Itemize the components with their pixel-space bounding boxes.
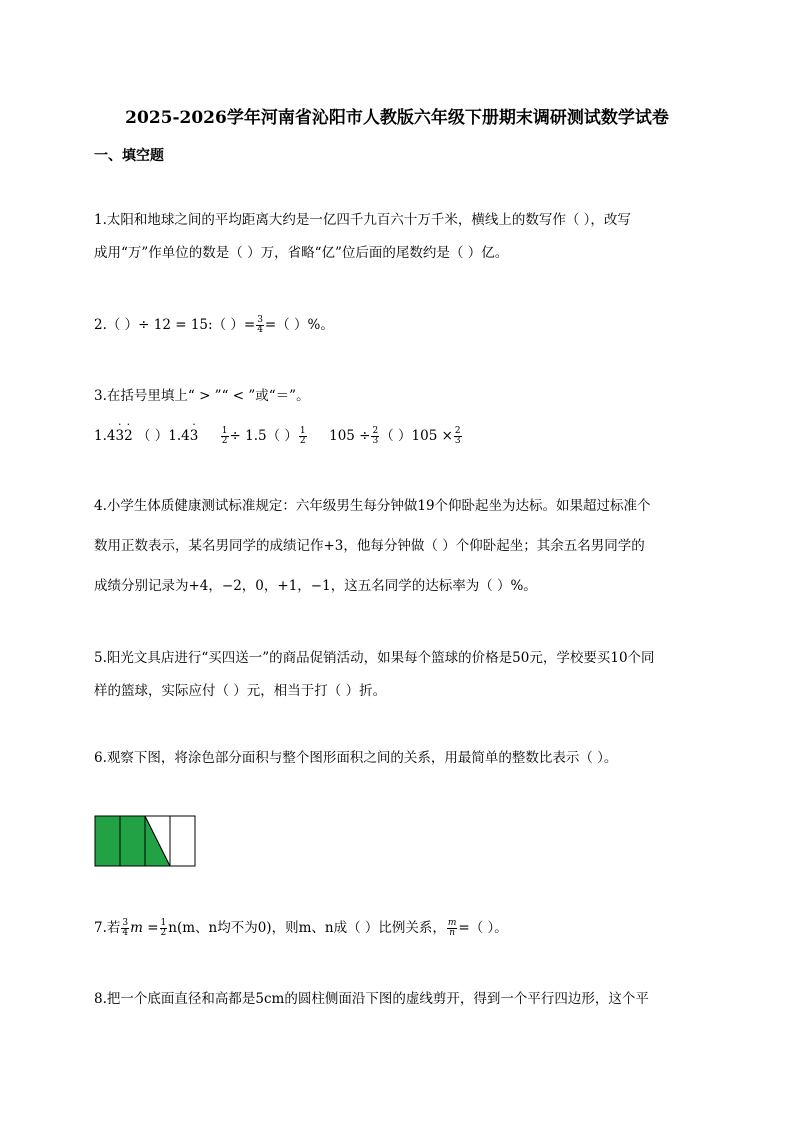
q3-expr1-mid: （ ）1.4 [136,428,190,444]
q7-fraction-1: $\frac{3}{4}$ [122,918,129,938]
q2-part-a: 2.（ ）÷ 12 = 15:（ ）= [94,317,256,333]
q4-line2: 数用正数表示，某名男同学的成绩记作+3，他每分钟做（ ）个仰卧起坐；其余五名男同学的 [94,538,645,554]
q3-expr2: ÷ 1.5（ ） [229,428,298,444]
exam-title: 2025-2026学年河南省沁阳市人教版六年级下册期末调研测试数学试卷 [125,108,669,128]
shaded-part-1 [95,816,120,866]
q3-fraction-1: $\frac{1}{2}$ [221,426,228,446]
q7-fraction-3: $\frac{m}{n}$ [447,918,457,938]
q7-fraction-2: $\frac{1}{2}$ [160,918,167,938]
q2-fraction: $\frac{3}{4}$ [257,315,263,335]
q3-fraction-4: $\frac{2}{3}$ [454,426,461,446]
q3-expr1-repeat-digit-c: · 3 [190,426,199,446]
q8-line1: 8.把一个底面直径和高都是5cm的圆柱侧面沿下图的虚线剪开，得到一个平行四边形，这个平 [94,991,649,1007]
q5-line1: 5.阳光文具店进行“买四送一”的商品促销活动，如果每个篮球的价格是50元，学校要买10个同 [94,650,655,666]
q3-expr3: 105 ÷ [329,428,371,444]
section-heading-fill-blank: 一、填空题 [94,148,164,164]
q7-part-b: m = [130,920,159,936]
q3-expr1-repeat-digit-b: · 2 [124,426,133,446]
q3-line1: 3.在括号里填上“ > ”“ < ”或“＝”。 [94,388,310,404]
q7-part-c: n(m、n均不为0)，则m、n成（ ）比例关系， [168,920,446,936]
q3-expr4: （ ）105 × [380,428,453,444]
q7-line [94,918,508,938]
q1-line2: 成用“万”作单位的数是（ ）万，省略“亿”位后面的尾数约是（ ）亿。 [94,245,509,261]
q7-part-d: =（ ）。 [458,920,508,936]
shaded-figure-svg [94,815,198,867]
q5-line2: 样的篮球，实际应付（ ）元，相当于打（ ）折。 [94,683,387,699]
q3-expr1-int: 1.4 [94,428,116,444]
q3-expr1-repeat-digit-a: · 3 [115,426,124,446]
q3-fraction-3: $\frac{2}{3}$ [372,426,379,446]
q2-line [94,315,334,335]
shaded-part-2 [120,816,145,866]
shaded-rectangle-figure [94,815,198,871]
q2-part-b: =（ ）%。 [264,317,334,333]
q3-line2 [94,426,463,446]
q4-line1: 4.小学生体质健康测试标准规定：六年级男生每分钟做19个仰卧起坐为达标。如果超过标准个 [94,498,651,514]
q1-line1: 1.太阳和地球之间的平均距离大约是一亿四千九百六十万千米，横线上的数写作（ ），改写 [94,212,631,228]
q6-line1: 6.观察下图，将涂色部分面积与整个图形面积之间的关系，用最简单的整数比表示（ ）。 [94,750,618,766]
q7-part-a: 7.若 [94,920,121,936]
q3-fraction-2: $\frac{1}{2}$ [299,426,306,446]
q4-line3: 成绩分别记录为+4，−2，0，+1，−1，这五名同学的达标率为（ ）%。 [94,578,537,594]
unshaded-part [170,816,195,866]
